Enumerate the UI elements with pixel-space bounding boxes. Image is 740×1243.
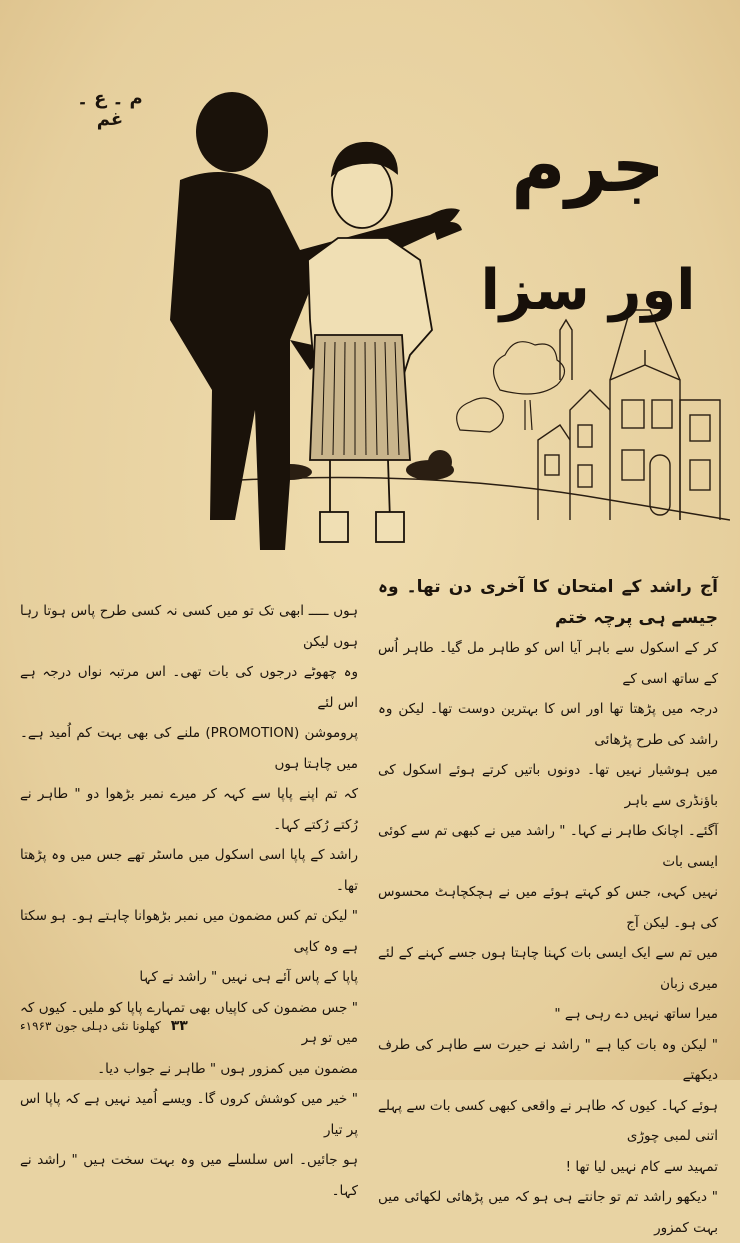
paragraph-line: آج راشد کے امتحان کا آخری دن تھا۔ وہ جیسے ہی پرچہ ختم — [378, 577, 718, 628]
paragraph-line: ہوئے کہا۔ کیوں کہ طاہر نے واقعی کبھی کسی بات سے پہلے اتنی لمبی چوڑی — [378, 1097, 718, 1144]
story-title — [478, 96, 698, 336]
paragraph-line: کر کے اسکول سے باہر آیا اس کو طاہر مل گیا۔ طاہر اُس کے ساتھ اسی کے — [378, 640, 718, 687]
text-column-left — [20, 596, 358, 1206]
paragraph-line: مضمون میں کمزور ہوں " طاہر نے جواب دیا۔ — [97, 1060, 358, 1077]
paragraph-line: تمہید سے کام نہیں لیا تھا ! — [565, 1158, 718, 1175]
paragraph-line: راشد کے پاپا اسی اسکول میں ماسٹر تھے جس میں وہ پڑھتا تھا۔ — [20, 847, 358, 894]
paragraph-line: کہ تم اپنے پاپا سے کہہ کر میرے نمبر بڑھوا دو " طاہر نے رُکتے رُکتے کہا۔ — [20, 786, 358, 833]
paragraph-line: ہو جائیں۔ اس سلسلے میں وہ بہت سخت ہیں " راشد نے کہا۔ — [20, 1152, 358, 1199]
paragraph-line: " خیر میں کوشش کروں گا۔ ویسے اُمید نہیں ہے کہ پاپا اس پر تیار — [20, 1091, 358, 1138]
author-name: م ۔ ع ۔ غم — [77, 88, 143, 130]
paragraph-line: نہیں کہی، جس کو کہتے ہوئے میں نے ہچکچاہٹ محسوس کی ہو۔ لیکن آج — [378, 884, 718, 931]
paragraph-line: " لیکن تم کس مضمون میں نمبر بڑھوانا چاہتے ہو۔ ہو سکتا ہے وہ کاپی — [20, 908, 358, 955]
paragraph-line: " دیکھو راشد تم تو جانتے ہی ہو کہ میں پڑھائی لکھائی میں بہت کمزور — [378, 1189, 718, 1236]
page-number: ۳۳ — [170, 1018, 188, 1034]
page-footer — [20, 1018, 240, 1042]
paragraph-line: " لیکن وہ بات کیا ہے " راشد نے حیرت سے طاہر کی طرف دیکھتے — [378, 1036, 718, 1083]
title-main: جرم — [511, 123, 665, 209]
paragraph-line: آگئے۔ اچانک طاہر نے کہا۔ " راشد میں نے کبھی تم سے کوئی ایسی بات — [378, 823, 718, 870]
publication-info: کھلونا نئی دہلی جون ۱۹۶۳ء — [20, 1019, 161, 1033]
paragraph-line: وہ چھوٹے درجوں کی بات تھی۔ اس مرتبہ نواں درجہ ہے اس لئے — [20, 664, 358, 711]
paragraph-line: میں تم سے ایک ایسی بات کہنا چاہتا ہوں جسے کہنے کے لئے میری زبان — [378, 945, 718, 992]
paragraph-line: میں ہوشیار نہیں تھا۔ دونوں باتیں کرتے ہوئے اسکول کی باؤنڈری سے باہر — [378, 762, 718, 809]
paragraph-line: " جس مضمون کی کاپیاں بھی تمہارے پاپا کو ملیں۔ کیوں کہ میں تو ہر — [20, 999, 358, 1046]
paragraph-line: درجہ میں پڑھتا تھا اور اس کا بہترین دوست تھا۔ لیکن وہ راشد کی طرح پڑھائی — [378, 701, 718, 748]
paragraph-line: ہوں ـــــ ابھی تک تو میں کسی نہ کسی طرح پاس ہوتا رہا ہوں لیکن — [20, 603, 358, 650]
paragraph-line: پروموشن (PROMOTION) ملنے کی بھی بہت کم اُمید ہے۔ میں چاہتا ہوں — [20, 725, 359, 772]
paragraph-line: پاپا کے پاس آئے ہی نہیں " راشد نے کہا — [139, 969, 358, 985]
title-sub: اور سزا — [480, 258, 696, 323]
paragraph-line: میرا ساتھ نہیں دے رہی ہے " — [554, 1006, 718, 1022]
text-column-right — [378, 572, 718, 1243]
